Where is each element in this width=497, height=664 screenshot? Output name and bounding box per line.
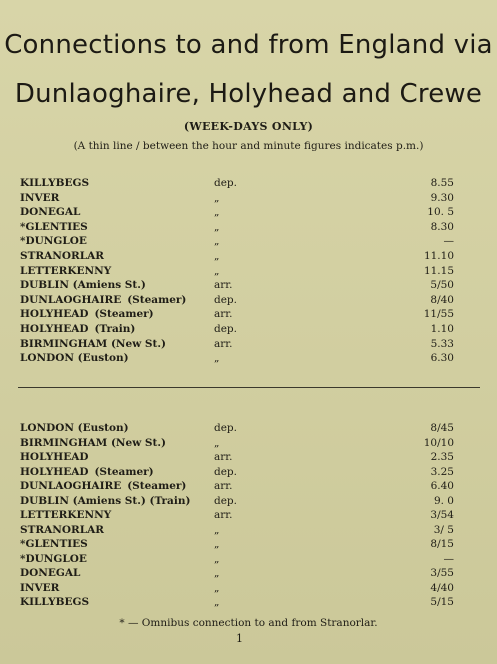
pm-note: (A thin line / between the hour and minute figures indicates p.m.) xyxy=(73,140,424,152)
title-line-1: Connections to and from England via xyxy=(4,30,493,60)
station-name: LONDON (Euston) xyxy=(20,422,129,434)
travel-mode: (Steamer) xyxy=(94,308,154,321)
station-name: INVER xyxy=(20,191,60,204)
subtitle: (WEEK-DAYS ONLY) xyxy=(183,120,314,133)
station-name: STRANORLAR xyxy=(20,523,104,536)
time-value: 11/55 xyxy=(423,308,454,321)
station-name: HOLYHEAD (Steamer) xyxy=(20,465,154,478)
time-value: 4/40 xyxy=(430,581,454,594)
timetable-row xyxy=(0,221,497,235)
station-name: LONDON (Euston) xyxy=(20,352,129,365)
station-name: KILLYBEGS xyxy=(20,596,90,608)
timetable-row xyxy=(0,596,497,610)
timetable-row xyxy=(0,524,497,538)
station-name: HOLYHEAD (Train) xyxy=(20,323,136,335)
timetable-row xyxy=(0,177,497,191)
timetable-row xyxy=(0,437,497,451)
arr-dep-marker: dep. xyxy=(214,323,237,335)
time-value: 5/15 xyxy=(430,596,454,608)
time-value: 9.30 xyxy=(430,191,454,204)
arr-dep-marker: arr. xyxy=(214,279,233,292)
time-value: 8/15 xyxy=(430,538,454,550)
timetable-row xyxy=(0,567,497,581)
timetable-row xyxy=(0,553,497,567)
arr-dep-marker: dep. xyxy=(214,422,237,434)
arr-dep-marker: „ xyxy=(214,264,220,277)
arr-dep-marker: arr. xyxy=(214,509,233,521)
travel-mode: (Train) xyxy=(94,323,136,335)
time-value: — xyxy=(443,552,454,565)
time-value: 5/50 xyxy=(430,279,454,292)
time-value: 10/10 xyxy=(423,436,454,449)
arr-dep-marker: dep. xyxy=(214,177,237,189)
arr-dep-marker: dep. xyxy=(214,494,237,507)
timetable-row xyxy=(0,265,497,279)
arr-dep-marker: arr. xyxy=(214,308,233,321)
time-value: 8.55 xyxy=(430,177,454,189)
arr-dep-marker: „ xyxy=(214,220,220,233)
arr-dep-marker: dep. xyxy=(214,465,237,478)
timetable-row xyxy=(0,192,497,206)
time-value: 8/45 xyxy=(430,422,454,434)
page-number: 1 xyxy=(236,632,243,645)
arr-dep-marker: „ xyxy=(214,191,220,204)
timetable-row xyxy=(0,480,497,494)
time-value: 9. 0 xyxy=(433,494,454,507)
arr-dep-marker: „ xyxy=(214,250,220,262)
travel-mode: (Steamer) xyxy=(94,465,154,478)
station-name: HOLYHEAD xyxy=(20,451,89,463)
timetable-row xyxy=(0,422,497,436)
timetable-row xyxy=(0,338,497,352)
time-value: 3.25 xyxy=(430,465,454,478)
station-name: STRANORLAR xyxy=(20,250,104,262)
station-name: *DUNGLOE xyxy=(20,235,87,248)
timetable-row xyxy=(0,206,497,220)
station-name: BIRMINGHAM (New St.) xyxy=(20,337,166,350)
travel-mode: (Steamer) xyxy=(127,480,187,492)
time-value: 8/40 xyxy=(430,293,454,306)
time-value: 3/ 5 xyxy=(433,523,454,536)
timetable-row xyxy=(0,495,497,509)
section-divider xyxy=(18,387,480,388)
station-name: INVER xyxy=(20,581,60,594)
station-name: DONEGAL xyxy=(20,567,81,579)
timetable-row xyxy=(0,279,497,293)
timetable-row xyxy=(0,466,497,480)
station-name: DUNLAOGHAIRE (Steamer) xyxy=(20,293,187,306)
timetable-row xyxy=(0,509,497,523)
timetable-row xyxy=(0,582,497,596)
timetable-row xyxy=(0,235,497,249)
time-value: 10. 5 xyxy=(427,206,454,219)
station-name: *DUNGLOE xyxy=(20,552,87,565)
arr-dep-marker: „ xyxy=(214,581,220,594)
time-value: 5.33 xyxy=(430,337,454,350)
arr-dep-marker: „ xyxy=(214,538,220,550)
footnote: * — Omnibus connection to and from Stranorlar. xyxy=(119,617,378,629)
timetable-row xyxy=(0,294,497,308)
time-value: 6.30 xyxy=(430,352,454,365)
station-name: LETTERKENNY xyxy=(20,264,112,277)
station-name: HOLYHEAD (Steamer) xyxy=(20,308,154,321)
station-name: LETTERKENNY xyxy=(20,509,112,521)
station-name: *GLENTIES xyxy=(20,538,88,550)
arr-dep-marker: „ xyxy=(214,523,220,536)
station-name: DUBLIN (Amiens St.) (Train) xyxy=(20,494,191,507)
arr-dep-marker: „ xyxy=(214,567,220,579)
timetable-row xyxy=(0,538,497,552)
station-name: DUBLIN (Amiens St.) xyxy=(20,279,146,292)
travel-mode: (Steamer) xyxy=(127,293,187,306)
arr-dep-marker: „ xyxy=(214,235,220,248)
arr-dep-marker: „ xyxy=(214,596,220,608)
time-value: — xyxy=(443,235,454,248)
station-name: BIRMINGHAM (New St.) xyxy=(20,436,166,449)
title-line-2: Dunlaoghaire, Holyhead and Crewe xyxy=(14,79,483,109)
arr-dep-marker: arr. xyxy=(214,480,233,492)
time-value: 3/54 xyxy=(430,509,454,521)
timetable-row xyxy=(0,250,497,264)
arr-dep-marker: „ xyxy=(214,552,220,565)
arr-dep-marker: „ xyxy=(214,352,220,365)
time-value: 2.35 xyxy=(430,451,454,463)
time-value: 3/55 xyxy=(430,567,454,579)
time-value: 8.30 xyxy=(430,220,454,233)
station-name: KILLYBEGS xyxy=(20,177,90,189)
timetable-row xyxy=(0,451,497,465)
timetable-row xyxy=(0,352,497,366)
arr-dep-marker: arr. xyxy=(214,451,233,463)
timetable-row xyxy=(0,323,497,337)
station-name: DONEGAL xyxy=(20,206,81,219)
time-value: 1.10 xyxy=(430,323,454,335)
arr-dep-marker: „ xyxy=(214,436,220,449)
timetable-row xyxy=(0,308,497,322)
arr-dep-marker: arr. xyxy=(214,337,233,350)
time-value: 11.15 xyxy=(423,264,454,277)
station-name: *GLENTIES xyxy=(20,220,88,233)
time-value: 11.10 xyxy=(423,250,454,262)
station-name: DUNLAOGHAIRE (Steamer) xyxy=(20,480,187,492)
time-value: 6.40 xyxy=(430,480,454,492)
arr-dep-marker: „ xyxy=(214,206,220,219)
arr-dep-marker: dep. xyxy=(214,293,237,306)
